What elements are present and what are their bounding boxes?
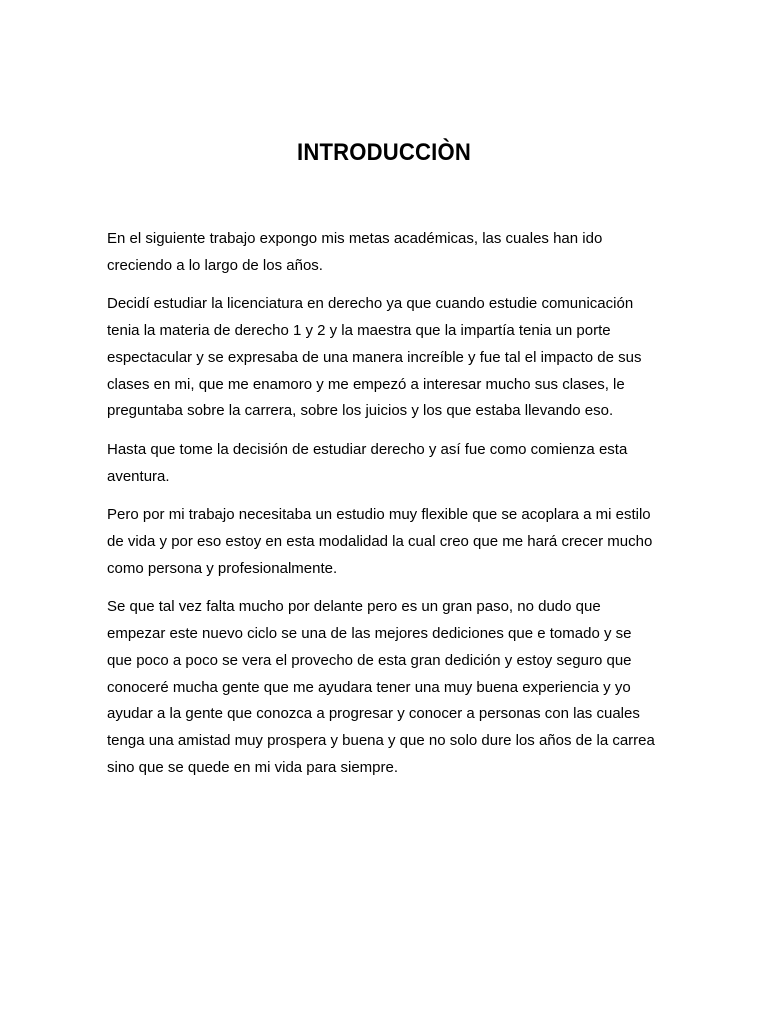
text-line: ayudar a la gente que conozca a progresar y conocer a personas con las cuales (107, 705, 640, 723)
text-line: Decidí estudiar la licenciatura en derecho ya que cuando estudie comunicación (107, 295, 634, 313)
text-line: preguntaba sobre la carrera, sobre los juicios y los que estaba llevando eso. (107, 402, 614, 420)
text-line: sino que se quede en mi vida para siempre. (107, 758, 399, 776)
page-title: INTRODUCCIÒN (297, 139, 471, 166)
text-line: tenia la materia de derecho 1 y 2 y la maestra que la impartía tenia un porte (107, 322, 611, 340)
text-line: de vida y por eso estoy en esta modalidad la cual creo que me hará crecer mucho (107, 533, 653, 551)
text-line: como persona y profesionalmente. (107, 559, 338, 577)
paragraph-1 (107, 226, 667, 279)
text-line: Hasta que tome la decisión de estudiar derecho y así fue como comienza esta (107, 440, 628, 458)
text-line: En el siguiente trabajo expongo mis metas académicas, las cuales han ido (107, 230, 603, 247)
text-line: tenga una amistad muy prospera y buena y que no solo dure los años de la carrea (107, 731, 655, 749)
text-line: creciendo a lo largo de los años. (107, 256, 323, 274)
paragraph-2 (107, 291, 667, 425)
text-line: aventura. (107, 467, 170, 485)
text-line: Pero por mi trabajo necesitaba un estudio muy flexible que se acoplara a mi estilo (107, 506, 651, 524)
document-body (107, 226, 667, 793)
text-line: empezar este nuevo ciclo se una de las mejores dediciones que e tomado y se (107, 625, 632, 643)
paragraph-3 (107, 437, 667, 490)
text-line: que poco a poco se vera el provecho de esta gran dedición y estoy seguro que (107, 651, 632, 669)
paragraph-5 (107, 594, 667, 781)
text-line: Se que tal vez falta mucho por delante pero es un gran paso, no dudo que (107, 598, 601, 616)
text-line: clases en mi, que me enamoro y me empezó a interesar mucho sus clases, le (107, 375, 625, 393)
text-line: espectacular y se expresaba de una manera increíble y fue tal el impacto de sus (107, 348, 642, 366)
text-line: conoceré mucha gente que me ayudara tener una muy buena experiencia y yo (107, 678, 631, 696)
paragraph-4 (107, 502, 667, 582)
